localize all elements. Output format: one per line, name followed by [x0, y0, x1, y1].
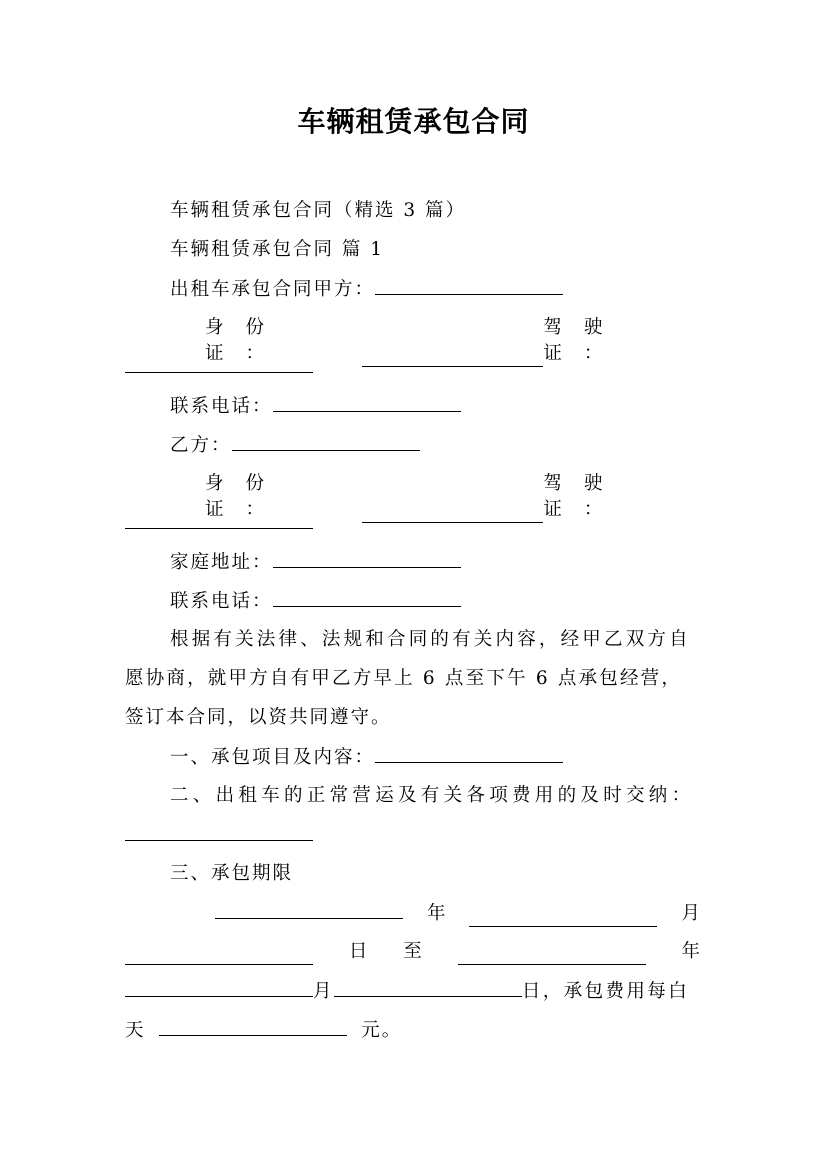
subtitle: 车辆租赁承包合同（精选 3 篇） [170, 200, 467, 221]
to-label: 至 [403, 941, 422, 962]
party-b-blank [232, 432, 420, 451]
term-row-2 [125, 939, 700, 965]
item-1-blank [375, 744, 563, 763]
party-a-line [170, 276, 563, 303]
item-2-label: 二、出租车的正常营运及有关各项费用的及时交纳： [170, 785, 695, 806]
driver-license-blank-line [125, 354, 313, 381]
driver-license-label: 驾驶证： [543, 317, 625, 364]
month-label: 月 [313, 981, 334, 1002]
phone-blank [273, 393, 461, 412]
item-1-label: 一、承包项目及内容： [170, 747, 376, 768]
body-paragraph-line: 签订本合同，以资共同遵守。 [125, 707, 392, 728]
body-paragraph-line: 根据有关法律、法规和合同的有关内容，经甲乙双方自 [170, 629, 691, 650]
part-heading: 车辆租赁承包合同 篇 1 [170, 239, 385, 260]
body-paragraph-line: 愿协商，就甲方自有甲乙方早上 6 点至下午 6 点承包经营， [125, 668, 683, 689]
start-month-blank [469, 908, 657, 927]
yuan-label: 元。 [361, 1020, 403, 1041]
driver-license-blank-line [125, 510, 313, 537]
item-2-blank [125, 822, 313, 841]
day-label: 日 [348, 941, 368, 962]
end-year-blank [458, 946, 646, 965]
term-row-3 [125, 978, 689, 1005]
fee-row [125, 1017, 402, 1044]
start-year-blank [215, 900, 403, 919]
phone-blank [273, 588, 461, 607]
home-address-line [170, 549, 461, 576]
end-month-blank [125, 978, 313, 997]
driver-license-blank [125, 354, 313, 373]
id-card-blank [362, 348, 544, 367]
fee-text: 日，承包费用每白 [521, 981, 690, 1002]
party-b-line [170, 432, 420, 459]
item-3-label: 三、承包期限 [170, 863, 294, 884]
start-day-blank [125, 946, 313, 965]
driver-license-blank [125, 510, 313, 529]
party-a-blank [375, 276, 563, 295]
party-b-phone-line [170, 588, 461, 615]
phone-label: 联系电话： [170, 591, 273, 612]
year-label: 年 [426, 903, 446, 924]
driver-license-label: 驾驶证： [543, 473, 625, 520]
end-day-blank [334, 978, 522, 997]
id-card-label: 身份证： [205, 317, 287, 364]
document-title: 车辆租赁承包合同 [297, 105, 530, 138]
month-label: 月 [681, 903, 700, 924]
party-b-label: 乙方： [170, 435, 232, 456]
phone-label: 联系电话： [170, 396, 273, 417]
home-address-label: 家庭地址： [170, 552, 273, 573]
id-card-blank [362, 504, 544, 523]
party-a-phone-line [170, 393, 461, 420]
id-card-label: 身份证： [205, 473, 287, 520]
party-a-label: 出租车承包合同甲方： [170, 279, 376, 300]
term-row-1 [125, 900, 700, 927]
year-label: 年 [681, 941, 700, 962]
fee-blank [159, 1017, 347, 1036]
item-1-line [170, 744, 563, 771]
item-2-blank-line [125, 822, 313, 849]
home-address-blank [273, 549, 461, 568]
day-unit-label: 天 [125, 1020, 146, 1041]
